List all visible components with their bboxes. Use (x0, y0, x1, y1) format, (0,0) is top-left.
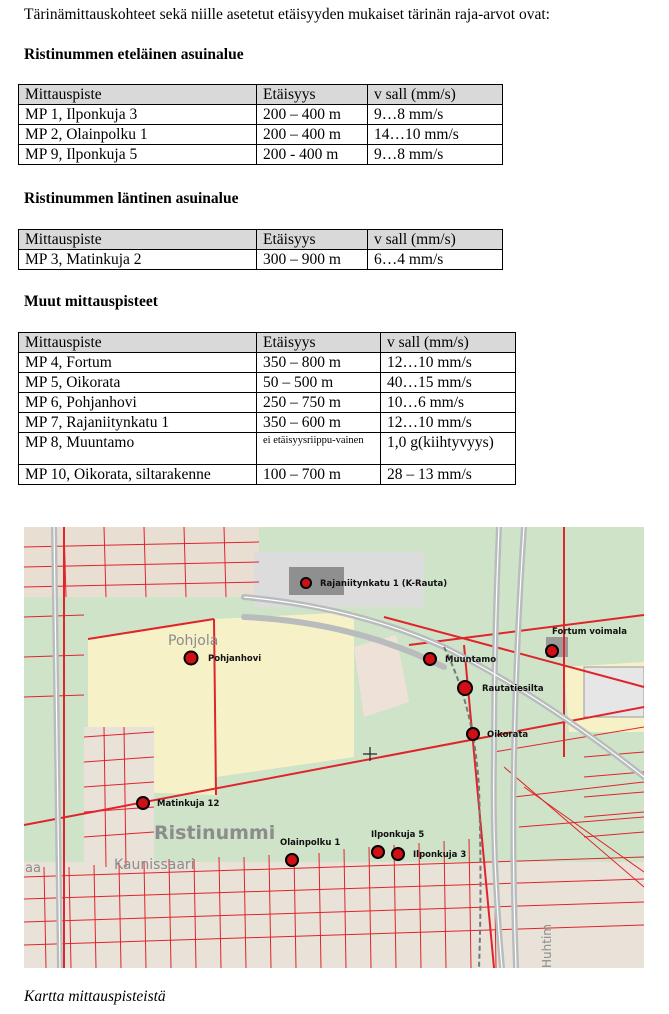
table-row (19, 105, 503, 125)
marker-icon[interactable] (424, 653, 436, 665)
header-mittauspiste: Mittauspiste (19, 333, 257, 353)
cell-limit: 1,0 g(kiihtyvyys) (381, 433, 516, 465)
point-oikorata[interactable] (467, 728, 528, 740)
table-row (19, 393, 516, 413)
cell-point: MP 1, Ilponkuja 3 (19, 105, 257, 125)
table-west (18, 229, 503, 270)
cell-distance: 200 – 400 m (257, 125, 368, 145)
table-row (19, 250, 503, 270)
cell-distance: 200 - 400 m (257, 145, 368, 165)
cell-limit: 28 – 13 mm/s (381, 465, 516, 485)
point-label: Rajaniitynkatu 1 (K-Rauta) (320, 579, 448, 589)
marker-icon[interactable] (458, 681, 472, 695)
cell-point: MP 5, Oikorata (19, 373, 257, 393)
header-etaisyys: Etäisyys (257, 333, 381, 353)
measurement-map (24, 527, 644, 968)
cell-distance: 50 – 500 m (257, 373, 381, 393)
cell-point: MP 8, Muuntamo (19, 433, 257, 465)
table-row (19, 433, 516, 465)
marker-icon[interactable] (286, 854, 298, 866)
cell-distance: 200 – 400 m (257, 105, 368, 125)
point-ilponkuja3[interactable] (392, 848, 466, 860)
header-vsall: v sall (mm/s) (368, 230, 503, 250)
header-mittauspiste: Mittauspiste (19, 230, 257, 250)
field-area (214, 612, 354, 777)
cell-point: MP 6, Pohjanhovi (19, 393, 257, 413)
table-row (19, 465, 516, 485)
point-label: Olainpolku 1 (280, 838, 341, 848)
section-heading-west: Ristinummen läntinen asuinalue (24, 190, 239, 207)
intro-text: Tärinämittauskohteet sekä niille asetetut etäisyyden mukaiset tärinän raja-arvot ovat: (24, 6, 550, 23)
point-label: Muuntamo (445, 655, 497, 665)
cell-point: MP 10, Oikorata, siltarakenne (19, 465, 257, 485)
point-label: Fortum voimala (552, 627, 627, 637)
table-row (19, 145, 503, 165)
cell-limit: 40…15 mm/s (381, 373, 516, 393)
table-row (19, 125, 503, 145)
marker-icon[interactable] (301, 578, 311, 588)
table-south (18, 84, 503, 165)
place-ristinummi: Ristinummi (154, 822, 276, 844)
cell-point: MP 7, Rajaniitynkatu 1 (19, 413, 257, 433)
cell-point: MP 2, Olainpolku 1 (19, 125, 257, 145)
point-label: Oikorata (487, 730, 529, 740)
map-svg (24, 527, 644, 968)
marker-icon[interactable] (137, 797, 149, 809)
header-vsall: v sall (mm/s) (381, 333, 516, 353)
cell-limit: 10…6 mm/s (381, 393, 516, 413)
cell-limit: 6…4 mm/s (368, 250, 503, 270)
header-vsall: v sall (mm/s) (368, 85, 503, 105)
table-header-row (19, 333, 516, 353)
place-pohjola: Pohjola (168, 633, 219, 649)
cell-distance: 350 – 600 m (257, 413, 381, 433)
place-huhtim: Huhtim (540, 924, 554, 968)
section-heading-south: Ristinummen eteläinen asuinalue (24, 46, 244, 63)
cell-distance: 100 – 700 m (257, 465, 381, 485)
table-other (18, 332, 516, 485)
cell-distance: 300 – 900 m (257, 250, 368, 270)
table-header-row (19, 230, 503, 250)
cell-limit: 12…10 mm/s (381, 353, 516, 373)
table-header-row (19, 85, 503, 105)
marker-icon[interactable] (467, 728, 479, 740)
cell-distance: 250 – 750 m (257, 393, 381, 413)
header-etaisyys: Etäisyys (257, 85, 368, 105)
cell-limit: 9…8 mm/s (368, 105, 503, 125)
cell-distance: ei etäisyysriippu-vainen (257, 433, 381, 465)
marker-icon[interactable] (185, 652, 198, 665)
place-aa: aa (25, 861, 41, 876)
cell-limit: 12…10 mm/s (381, 413, 516, 433)
place-kaunissaari: Kaunissaari (114, 857, 195, 873)
point-pohjanhovi[interactable] (185, 652, 262, 665)
marker-icon[interactable] (372, 846, 384, 858)
map-caption: Kartta mittauspisteistä (24, 988, 166, 1005)
point-label: Matinkuja 12 (157, 799, 220, 809)
point-muuntamo[interactable] (424, 653, 496, 665)
cell-limit: 14…10 mm/s (368, 125, 503, 145)
cell-point: MP 4, Fortum (19, 353, 257, 373)
point-rautatiesilta[interactable] (458, 681, 544, 695)
table-row (19, 373, 516, 393)
cell-limit: 9…8 mm/s (368, 145, 503, 165)
section-heading-other: Muut mittauspisteet (24, 293, 158, 310)
marker-icon[interactable] (546, 645, 558, 657)
cell-point: MP 9, Ilponkuja 5 (19, 145, 257, 165)
point-label: Ilponkuja 3 (413, 850, 467, 860)
table-row (19, 353, 516, 373)
cell-point: MP 3, Matinkuja 2 (19, 250, 257, 270)
cell-distance: 350 – 800 m (257, 353, 381, 373)
table-row (19, 413, 516, 433)
point-rajaniitynkatu[interactable] (301, 578, 447, 589)
marker-icon[interactable] (392, 848, 404, 860)
header-mittauspiste: Mittauspiste (19, 85, 257, 105)
header-etaisyys: Etäisyys (257, 230, 368, 250)
point-label: Rautatiesilta (482, 684, 544, 694)
point-label: Pohjanhovi (208, 654, 262, 664)
point-label: Ilponkuja 5 (371, 830, 425, 840)
